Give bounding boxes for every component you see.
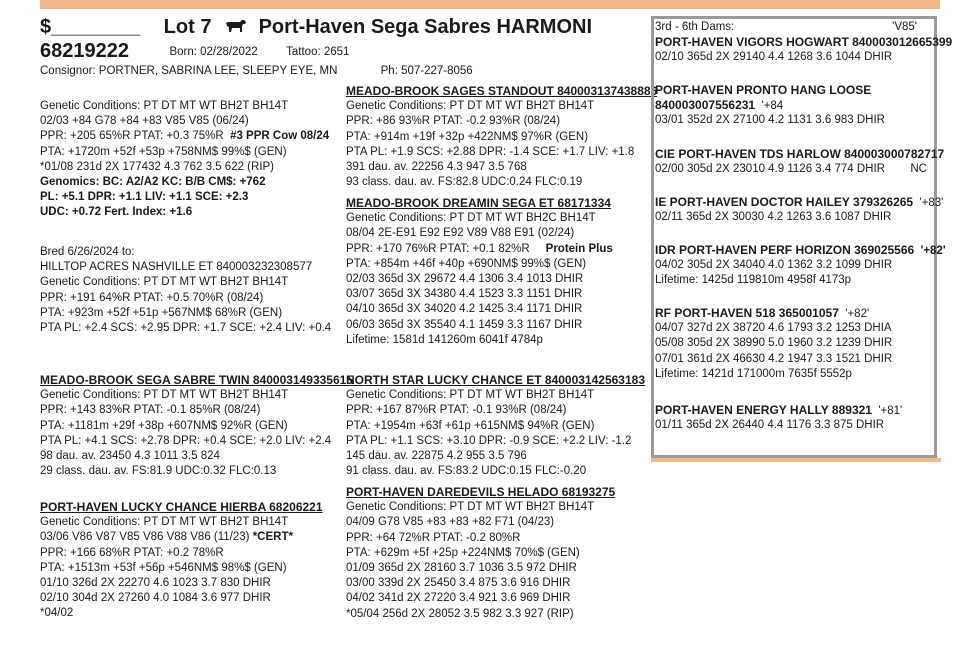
dam-name: MEADO-BROOK DREAMIN SEGA ET 68171334: [346, 196, 611, 210]
maternal-sire-daughters: 98 dau. av. 23450 4.3 1011 3.5 824: [40, 449, 220, 462]
dam-9: PORT-HAVEN ENERGY HALLY 889321 '+81' 01/11 365d 2X 26440 4.4 1176 3.3 875 DHIR: [655, 403, 903, 432]
maternal-sire-class-daughters: 29 class. dau. av. FS:81.9 UDC:0.32 FLC:0.13: [40, 465, 277, 478]
maternal-grandsire-pta: PTA: +1954m +63f +61p +615NM$ 94%R (GEN): [346, 419, 595, 432]
registration-line: [40, 40, 349, 63]
grand-dam-pta: PTA: +629m +5f +25p +224NM$ 70%$ (GEN): [346, 546, 580, 559]
sire-pta-pl: PTA PL: +1.9 SCS: +2.88 DPR: -1.4 SCE: +1.7 LIV: +1.8: [346, 145, 635, 158]
second-dam-genetic: Genetic Conditions: PT DT MT WT BH2T BH14T: [40, 516, 289, 529]
maternal-sire-ppr: PPR: +143 83%R PTAT: -0.1 85%R (08/24): [40, 404, 261, 417]
lot-number: Lot 7: [163, 16, 212, 39]
grand-dam-classification: 04/09 G78 V85 +83 +83 +82 F71 (04/23): [346, 516, 555, 529]
dam-classification: 08/04 2E-E91 E92 E92 V89 V88 E91 (02/24): [346, 227, 575, 240]
second-dam-record: 01/10 326d 2X 22270 4.6 1023 3.7 830 DHIR: [40, 576, 271, 589]
bred-pta-pl: PTA PL: +2.4 SCS: +2.95 DPR: +1.7 SCE: +2.4 LIV: +0.4: [40, 321, 332, 334]
second-dam-info: [40, 500, 323, 622]
dam-6: IE PORT-HAVEN DOCTOR HAILEY 379326265 '+83' 02/11 365d 2X 30030 4.2 1263 3.6 1087 DHIR: [655, 195, 944, 224]
maternal-grandsire-info: [346, 373, 645, 479]
second-dam-name: PORT-HAVEN LUCKY CHANCE HIERBA 68206221: [40, 500, 323, 514]
dam-4: PORT-HAVEN PRONTO HANG LOOSE 840003007556231 '+84 03/01 352d 2X 27100 4.2 1131 3.6 983 DHIR: [655, 83, 885, 127]
maternal-sire-name: MEADO-BROOK SEGA SABRE TWIN 840003149335615: [40, 373, 353, 387]
genetic-conditions: Genetic Conditions: PT DT MT WT BH2T BH14T: [40, 100, 289, 112]
dam-info: [346, 196, 613, 348]
maternal-sire-genetic: Genetic Conditions: PT DT MT WT BH2T BH14T: [40, 389, 289, 402]
dam-ppr: PPR: +170 76%R PTAT: +0.1 82%R Protein Plus: [346, 242, 613, 255]
dams-title-score: 'V85': [892, 21, 917, 33]
ppr-rank: #3 PPR Cow 08/24: [230, 130, 330, 143]
price-blank: $________: [40, 16, 141, 39]
grand-dam-record: 01/09 365d 2X 28160 3.7 1036 3.5 972 DHIR: [346, 561, 577, 574]
grand-dam-record: *05/04 256d 2X 28052 3.5 982 3.3 927 (RIP): [346, 607, 574, 620]
maternal-grandsire-daughters: 145 dau. av. 22875 4.2 955 3.5 796: [346, 449, 527, 462]
bred-info: [40, 245, 331, 336]
sire-name: MEADO-BROOK SAGES STANDOUT 840003137438886: [346, 84, 658, 98]
dam-record: 04/10 365d 3X 34020 4.2 1425 3.4 1171 DHIR: [346, 303, 583, 316]
registration-number: 68219222: [40, 40, 129, 62]
pta-line: PTA: +1720m +52f +53p +758NM$ 99%$ (GEN): [40, 145, 287, 158]
phone: Ph: 507-227-8056: [380, 65, 473, 77]
dam-record: 02/03 365d 3X 29672 4.4 1306 3.4 1013 DHIR: [346, 272, 584, 285]
cert-badge: *CERT*: [252, 531, 293, 544]
sire-class-daughters: 93 class. dau. av. FS:82.8 UDC:0.24 FLC:0.19: [346, 176, 583, 189]
sire-pta: PTA: +914m +19f +32p +422NM$ 97%R (GEN): [346, 130, 589, 143]
udc-line: UDC: +0.72 Fert. Index: +1.6: [40, 206, 193, 219]
second-dam-ppr: PPR: +166 68%R PTAT: +0.2 78%R: [40, 546, 224, 559]
maternal-grandsire-ppr: PPR: +167 87%R PTAT: -0.1 93%R (08/24): [346, 404, 567, 417]
dam-5: CIE PORT-HAVEN TDS HARLOW 840003000782717 02/00 305d 2X 23010 4.9 1126 3.4 774 DHIR NC: [655, 147, 944, 177]
animal-name: Port-Haven Sega Sabres HARMONI: [258, 16, 592, 39]
tattoo: Tattoo: 2651: [286, 45, 350, 58]
nc-tag: NC: [910, 163, 927, 176]
ppr-line: PPR: +205 65%R PTAT: +0.3 75%R #3 PPR Cow 08/24: [40, 130, 330, 143]
grand-dam-record: 04/02 341d 2X 27220 3.4 921 3.6 969 DHIR: [346, 592, 571, 605]
maternal-grandsire-genetic: Genetic Conditions: PT DT MT WT BH2T BH14T: [346, 389, 595, 402]
bred-pta: PTA: +923m +52f +51p +567NM$ 68%R (GEN): [40, 306, 283, 319]
bred-date: Bred 6/26/2024 to:: [40, 246, 135, 258]
second-dam-record: 02/10 304d 2X 27260 4.0 1084 3.6 977 DHIR: [40, 592, 271, 605]
maternal-grandsire-pta-pl: PTA PL: +1.1 SCS: +3.10 DPR: -0.9 SCE: +2.2 LIV: -1.2: [346, 434, 632, 447]
maternal-sire-pta: PTA: +1181m +29f +38p +607NM$ 92%R (GEN): [40, 419, 288, 432]
dam-record: 03/07 365d 3X 34380 4.4 1523 3.3 1151 DHIR: [346, 288, 583, 301]
consignor: Consignor: PORTNER, SABRINA LEE, SLEEPY EYE, MN: [40, 65, 338, 77]
maternal-grandsire-class-daughters: 91 class. dau. av. FS:83.2 UDC:0.15 FLC:-0.20: [346, 465, 587, 478]
dam-7: IDR PORT-HAVEN PERF HORIZON 369025566 '+82' 04/02 305d 2X 34040 4.0 1362 3.2 1099 DHIR Lifetime: 1425d 119810m 4958f 4173p: [655, 243, 946, 287]
consignor-line: [40, 65, 473, 77]
second-dam-record: *04/02: [40, 607, 74, 620]
sire-genetic: Genetic Conditions: PT DT MT WT BH2T BH14T: [346, 100, 595, 113]
dams-box-title: 3rd - 6th Dams: 'V85': [655, 20, 933, 35]
grand-dam-genetic: Genetic Conditions: PT DT MT WT BH2T BH14T: [346, 501, 595, 514]
dam-lifetime: Lifetime: 1581d 141260m 6041f 4784p: [346, 333, 543, 346]
sire-daughters: 391 dau. av. 22256 4.3 947 3.5 768: [346, 160, 527, 173]
second-dam-pta: PTA: +1513m +53f +56p +546NM$ 98%$ (GEN): [40, 561, 287, 574]
born-date: Born: 02/28/2022: [169, 45, 258, 58]
grand-dam-name: PORT-HAVEN DAREDEVILS HELADO 68193275: [346, 485, 616, 499]
animal-info: [40, 99, 329, 221]
cow-icon: [225, 16, 247, 39]
grand-dam-info: [346, 485, 615, 622]
bred-ppr: PPR: +191 64%R PTAT: +0.5 70%R (08/24): [40, 291, 264, 304]
dam-genetic: Genetic Conditions: PT DT MT WT BH2C BH14T: [346, 212, 596, 225]
maternal-grandsire-name: NORTH STAR LUCKY CHANCE ET 840003142563183: [346, 373, 645, 387]
pl-line: PL: +5.1 DPR: +1.1 LIV: +1.1 SCE: +2.3: [40, 191, 249, 204]
top-accent-rule: [40, 0, 940, 9]
dam-8: RF PORT-HAVEN 518 365001057 '+82' 04/07 327d 2X 38720 4.6 1793 3.2 1253 DHIA 05/08 305d 2X 38990 5.0 1960 3.2 1239 DHIR 07/01 361d 2X 46630 4.2 1947 3.3 1521 DHIR Lifetime: 1421d 171000m 7635f 5552p: [655, 306, 893, 380]
dam-record: 06/03 365d 3X 35540 4.1 1459 3.3 1167 DHIR: [346, 318, 583, 331]
record-line: *01/08 231d 2X 177432 4.3 762 3.5 622 (RIP): [40, 160, 275, 173]
maternal-sire-pta-pl: PTA PL: +4.1 SCS: +2.78 DPR: +0.4 SCE: +2.0 LIV: +2.4: [40, 434, 332, 447]
bred-sire: HILLTOP ACRES NASHVILLE ET 840003232308577: [40, 261, 313, 274]
dam-pta: PTA: +854m +46f +40p +690NM$ 99%$ (GEN): [346, 257, 587, 270]
dam-3: PORT-HAVEN VIGORS HOGWART 840003012665399 02/10 365d 2X 29140 4.4 1268 3.6 1044 DHIR: [655, 35, 953, 64]
grand-dam-record: 03/00 339d 2X 25450 3.4 875 3.6 916 DHIR: [346, 577, 571, 590]
bottom-accent-rule: [651, 458, 941, 462]
lot-header: [40, 16, 592, 39]
genomics-line: Genomics: BC: A2/A2 KC: B/B CM$: +762: [40, 175, 266, 188]
bred-genetic: Genetic Conditions: PT DT MT WT BH2T BH14T: [40, 276, 289, 289]
protein-plus: Protein Plus: [545, 242, 613, 255]
second-dam-classification: 03/06 V86 V87 V85 V86 V88 V86 (11/23) *CERT*: [40, 531, 293, 544]
sire-info: [346, 84, 657, 190]
classification: 02/03 +84 G78 +84 +83 V85 V85 (06/24): [40, 115, 249, 128]
maternal-sire-info: [40, 373, 353, 479]
grand-dam-ppr: PPR: +64 72%R PTAT: -0.2 80%R: [346, 531, 521, 544]
sire-ppr: PPR: +86 93%R PTAT: -0.2 93%R (08/24): [346, 115, 561, 128]
